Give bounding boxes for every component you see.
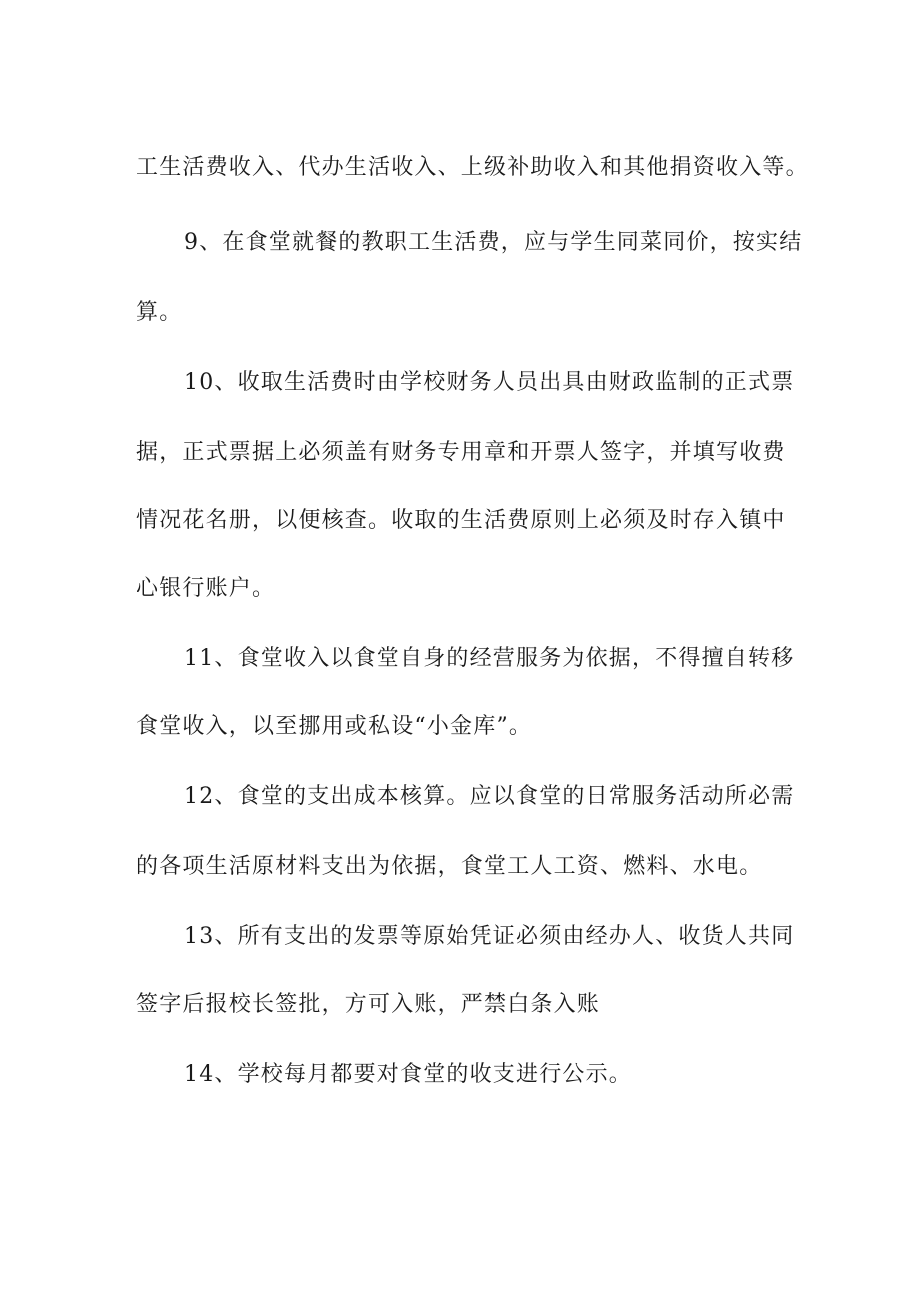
item-10-line-4: 心银行账户。 xyxy=(136,576,276,601)
item-10-line-3: 情况花名册，以便核查。收取的生活费原则上必须及时存入镇中 xyxy=(136,508,786,533)
item-13-line-2: 签字后报校长签批，方可入账，严禁白条入账 xyxy=(136,992,601,1017)
item-10-line-1: 10、收取生活费时由学校财务人员出具由财政监制的正式票 xyxy=(184,370,795,395)
item-11-line-2: 食堂收入，以至挪用或私设“小金库”。 xyxy=(136,714,533,739)
item-12-line-1: 12、食堂的支出成本核算。应以食堂的日常服务活动所必需 xyxy=(184,784,795,809)
item-11-line-1: 11、食堂收入以食堂自身的经营服务为依据，不得擅自转移 xyxy=(184,646,795,671)
item-10-line-2: 据，正式票据上必须盖有财务专用章和开票人签字，并填写收费 xyxy=(136,440,786,465)
item-13-line-1: 13、所有支出的发票等原始凭证必须由经办人、收货人共同 xyxy=(184,924,795,949)
item-9-line-2: 算。 xyxy=(136,300,183,325)
text-line-continuation: 工生活费收入、代办生活收入、上级补助收入和其他捐资收入等。 xyxy=(136,155,809,180)
item-14-line-1: 14、学校每月都要对食堂的收支进行公示。 xyxy=(184,1062,632,1087)
item-12-line-2: 的各项生活原材料支出为依据，食堂工人工资、燃料、水电。 xyxy=(136,854,763,879)
item-9-line-1: 9、在食堂就餐的教职工生活费，应与学生同菜同价，按实结 xyxy=(184,230,803,255)
